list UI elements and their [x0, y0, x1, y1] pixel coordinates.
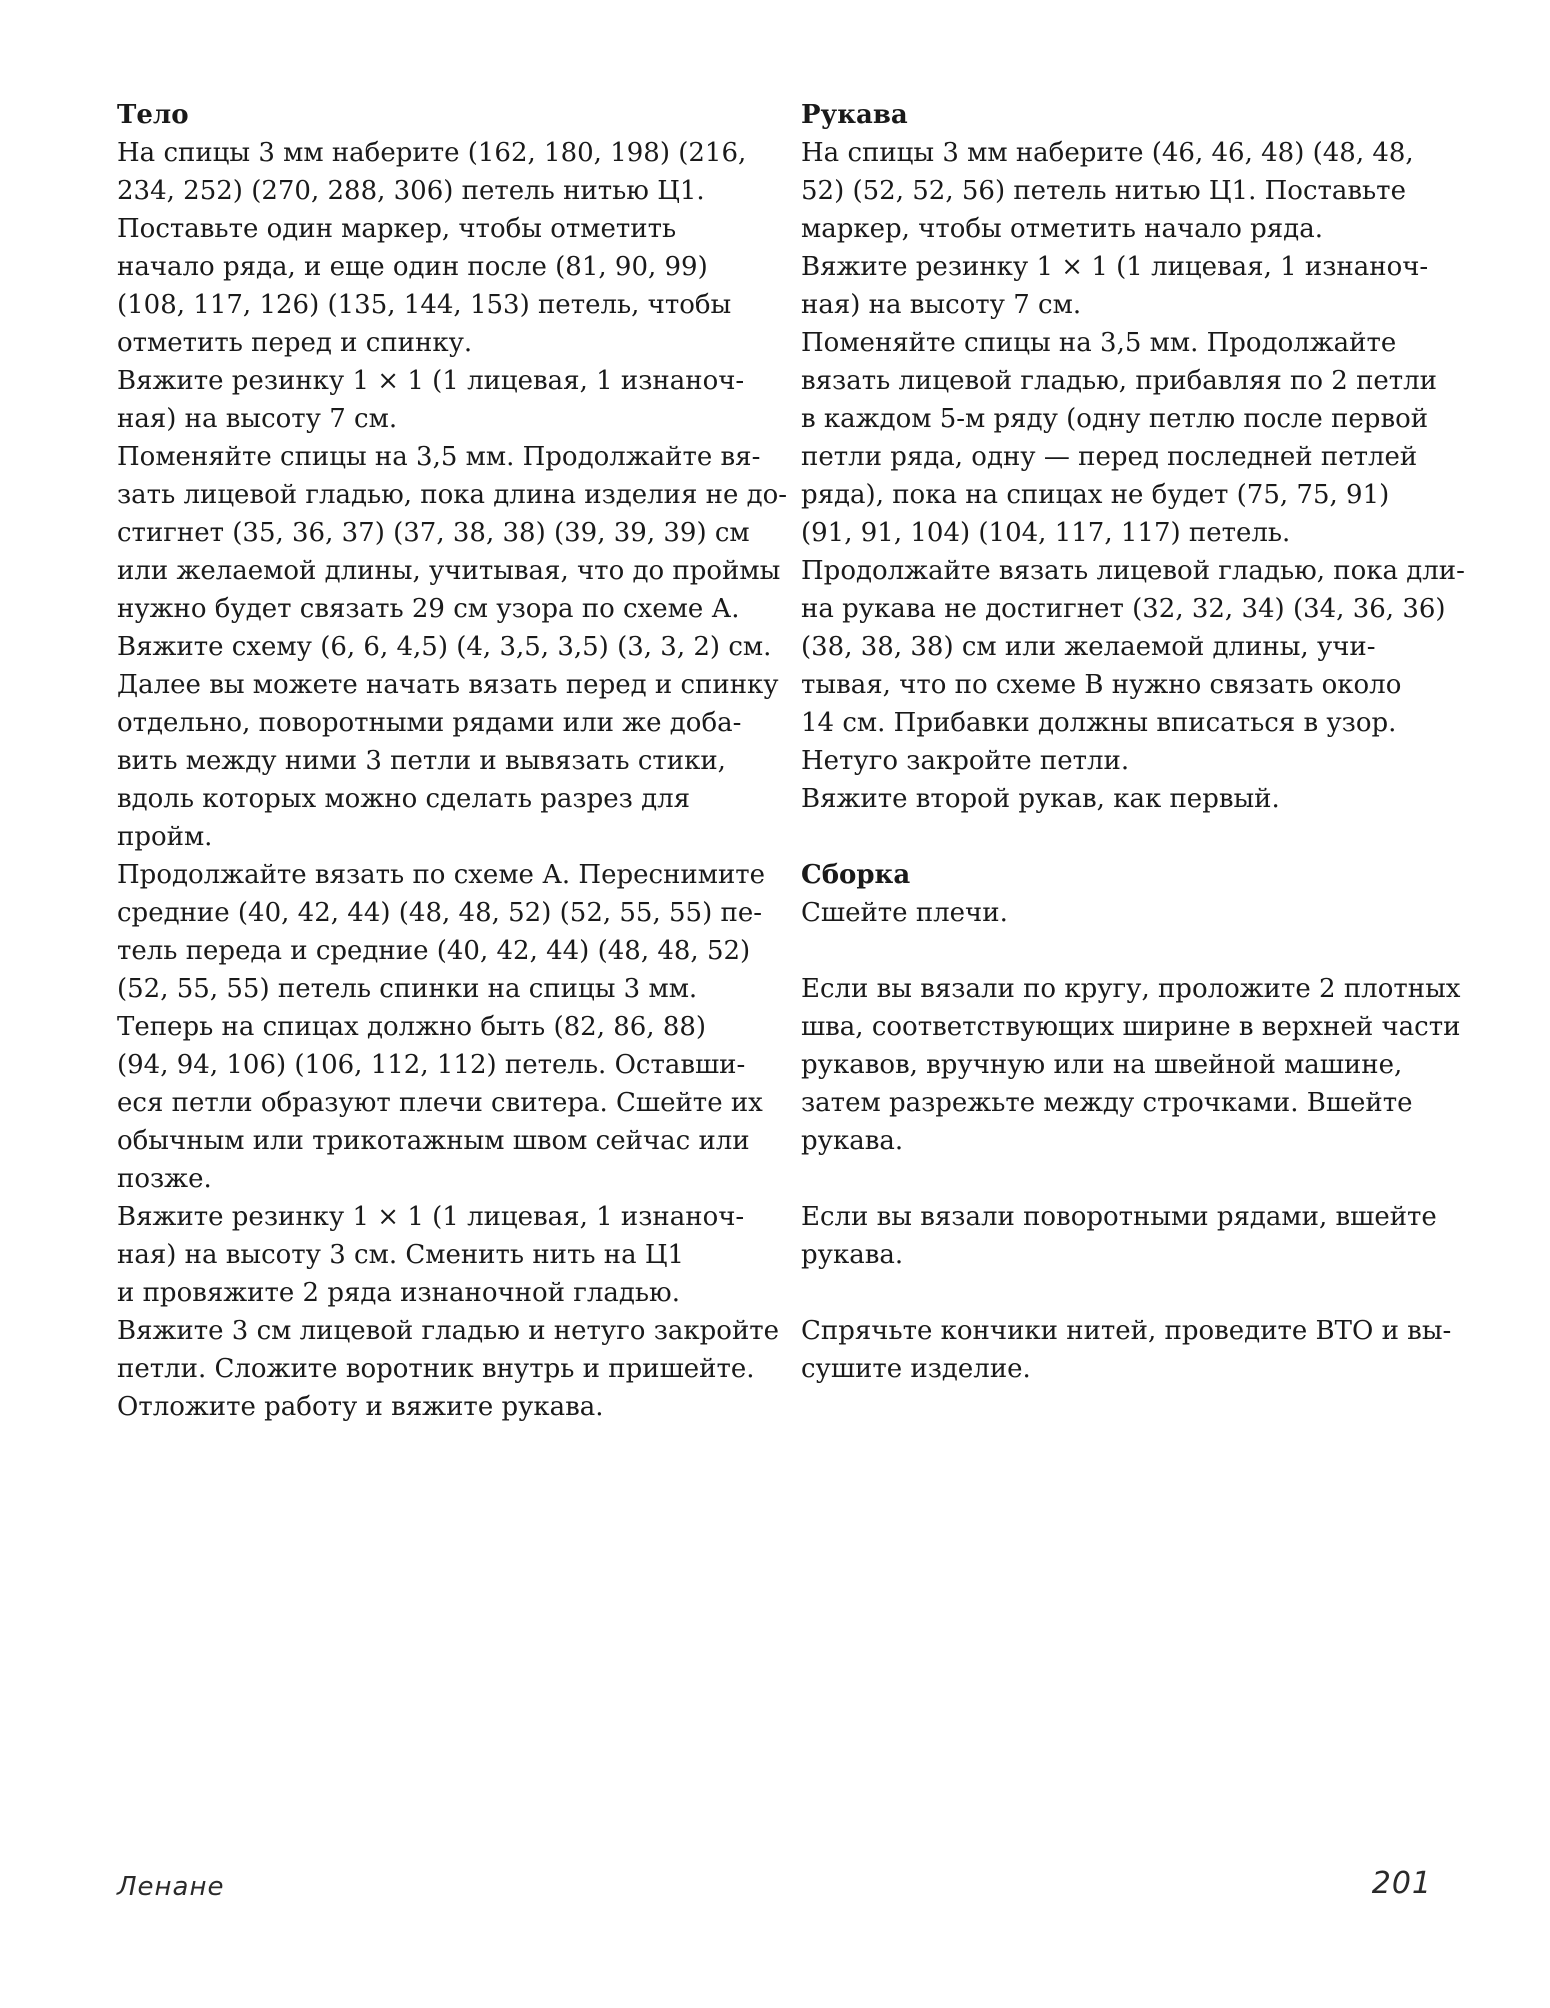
- text-line: или желаемой длины, учитывая, что до проймы: [117, 556, 781, 586]
- text-line: в каждом 5-м ряду (одну петлю после первой: [801, 404, 1429, 434]
- page-number: 201: [1371, 1866, 1432, 1901]
- text-line: Продолжайте вязать по схеме А. Переснимите: [117, 860, 766, 890]
- text-line: зать лицевой гладью, пока длина изделия не до-: [117, 480, 788, 510]
- text-line: отметить перед и спинку.: [117, 328, 473, 358]
- right-column: [801, 96, 1465, 1388]
- text-line: петли ряда, одну — перед последней петлей: [801, 442, 1418, 472]
- spacer: [801, 1274, 1441, 1312]
- text-line: На спицы 3 мм наберите (46, 46, 48) (48, 48,: [801, 138, 1414, 168]
- text-line: Нетуго закройте петли.: [801, 746, 1130, 776]
- text-line: рукавов, вручную или на швейной машине,: [801, 1050, 1403, 1080]
- text-line: петли. Сложите воротник внутрь и пришейте.: [117, 1354, 755, 1384]
- text-line: еся петли образуют плечи свитера. Сшейте их: [117, 1088, 763, 1118]
- footer-brand: Ленане: [117, 1872, 225, 1902]
- text-line: на рукава не достигнет (32, 32, 34) (34, 36, 36): [801, 594, 1446, 624]
- text-line: нужно будет связать 29 см узора по схеме А.: [117, 594, 740, 624]
- text-line: вить между ними 3 петли и вывязать стики,: [117, 746, 726, 776]
- text-line: ряда), пока на спицах не будет (75, 75, 91): [801, 480, 1390, 510]
- text-line: вязать лицевой гладью, прибавляя по 2 петли: [801, 366, 1438, 396]
- text-line: стигнет (35, 36, 37) (37, 38, 38) (39, 39, 39) см: [117, 518, 750, 548]
- text-line: и провяжите 2 ряда изнаночной гладью.: [117, 1278, 680, 1308]
- section-heading-assembly: Сборка: [801, 860, 911, 890]
- text-line: Вяжите резинку 1 × 1 (1 лицевая, 1 изнаноч-: [117, 366, 745, 396]
- text-line: Вяжите второй рукав, как первый.: [801, 784, 1280, 814]
- text-line: маркер, чтобы отметить начало ряда.: [801, 214, 1323, 244]
- text-line: Спрячьте кончики нитей, проведите ВТО и вы-: [801, 1316, 1452, 1346]
- text-line: ная) на высоту 7 см.: [801, 290, 1082, 320]
- text-line: тывая, что по схеме В нужно связать около: [801, 670, 1402, 700]
- text-line: обычным или трикотажным швом сейчас или: [117, 1126, 750, 1156]
- text-line: Вяжите схему (6, 6, 4,5) (4, 3,5, 3,5) (3, 3, 2) см.: [117, 632, 772, 662]
- text-line: (52, 55, 55) петель спинки на спицы 3 мм.: [117, 974, 698, 1004]
- section-heading-sleeves: Рукава: [801, 100, 908, 130]
- text-line: тель переда и средние (40, 42, 44) (48, 48, 52): [117, 936, 751, 966]
- text-line: Далее вы можете начать вязать перед и спинку: [117, 670, 779, 700]
- text-line: Вяжите резинку 1 × 1 (1 лицевая, 1 изнаноч-: [117, 1202, 745, 1232]
- spacer: [801, 1160, 1441, 1198]
- text-line: (108, 117, 126) (135, 144, 153) петель, чтобы: [117, 290, 732, 320]
- text-line: позже.: [117, 1164, 212, 1194]
- text-line: 52) (52, 52, 56) петель нитью Ц1. Поставьте: [801, 176, 1406, 206]
- text-line: Вяжите 3 см лицевой гладью и нетуго закройте: [117, 1316, 780, 1346]
- text-line: рукава.: [801, 1126, 904, 1156]
- text-line: На спицы 3 мм наберите (162, 180, 198) (216,: [117, 138, 747, 168]
- spacer: [801, 932, 1441, 970]
- text-line: отдельно, поворотными рядами или же доба-: [117, 708, 742, 738]
- text-line: Отложите работу и вяжите рукава.: [117, 1392, 604, 1422]
- left-column: [117, 96, 788, 1426]
- text-line: Продолжайте вязать лицевой гладью, пока дли-: [801, 556, 1465, 586]
- text-line: начало ряда, и еще один после (81, 90, 99): [117, 252, 708, 282]
- text-line: (94, 94, 106) (106, 112, 112) петель. Оставши-: [117, 1050, 746, 1080]
- text-line: (38, 38, 38) см или желаемой длины, учи-: [801, 632, 1376, 662]
- text-line: Поменяйте спицы на 3,5 мм. Продолжайте: [801, 328, 1397, 358]
- text-line: Вяжите резинку 1 × 1 (1 лицевая, 1 изнаноч-: [801, 252, 1429, 282]
- text-line: сушите изделие.: [801, 1354, 1031, 1384]
- text-line: Сшейте плечи.: [801, 898, 1008, 928]
- text-line: 234, 252) (270, 288, 306) петель нитью Ц1.: [117, 176, 705, 206]
- text-line: затем разрежьте между строчками. Вшейте: [801, 1088, 1413, 1118]
- text-line: пройм.: [117, 822, 213, 852]
- text-line: рукава.: [801, 1240, 904, 1270]
- text-line: ная) на высоту 3 см. Сменить нить на Ц1: [117, 1240, 685, 1270]
- text-line: шва, соответствующих ширине в верхней части: [801, 1012, 1461, 1042]
- text-line: Поменяйте спицы на 3,5 мм. Продолжайте вя-: [117, 442, 761, 472]
- text-line: Поставьте один маркер, чтобы отметить: [117, 214, 677, 244]
- text-line: вдоль которых можно сделать разрез для: [117, 784, 690, 814]
- text-line: 14 см. Прибавки должны вписаться в узор.: [801, 708, 1397, 738]
- text-line: Если вы вязали поворотными рядами, вшейте: [801, 1202, 1437, 1232]
- text-line: средние (40, 42, 44) (48, 48, 52) (52, 55, 55) пе-: [117, 898, 762, 928]
- spacer: [801, 818, 1441, 856]
- text-line: ная) на высоту 7 см.: [117, 404, 398, 434]
- text-line: Если вы вязали по кругу, проложите 2 плотных: [801, 974, 1461, 1004]
- section-heading-body: Тело: [117, 100, 189, 130]
- text-line: (91, 91, 104) (104, 117, 117) петель.: [801, 518, 1291, 548]
- text-line: Теперь на спицах должно быть (82, 86, 88): [117, 1012, 707, 1042]
